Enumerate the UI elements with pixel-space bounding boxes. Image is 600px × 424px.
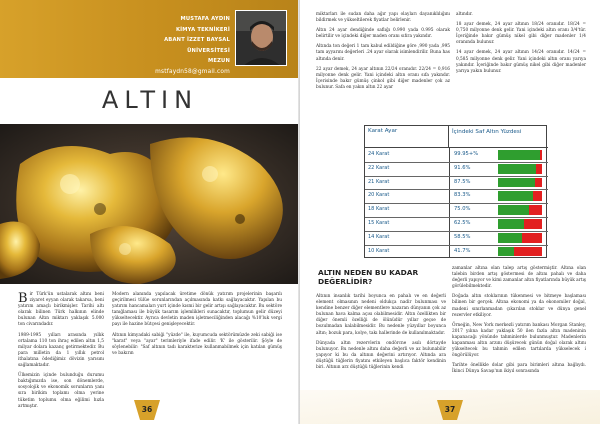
percent-cell [449, 217, 548, 231]
drop-cap: B [18, 291, 28, 306]
paragraph: 18 ayar demek, 24 ayar altının 18/24 oranıdır. 18/24 = 0,750 milyonne denk gelir. Yani içindeki altın oranı 3/4'tür. İçeriğinde bakır gümüş nikel gibi diğer madenler 1/4 oranında bulunur. [456, 22, 586, 46]
paragraph: Doğada altın stoklarının tükenmesi ve bitmeye başlaması bilinen bir gerçek. Altına ekonomi ya da ekonomiler doğal, madeni sınırlanmadan çıkarılan stoklar ve dünya genel rezervler etkiliyor. [452, 294, 586, 318]
paragraph: Altın 24 ayar dendiğinde saflığı 0.990 yada 0.995 olarak belirtilir ve içindeki diğer maden oranı sıfıra yakındır. [316, 28, 450, 40]
purity-bar [498, 150, 542, 160]
purity-bar [498, 164, 538, 174]
impurity-bar [522, 233, 542, 243]
purity-bar [498, 191, 535, 201]
impurity-bar [535, 178, 543, 188]
percent-value: 83.3% [454, 192, 471, 199]
page-number-right: 37 [437, 400, 463, 420]
paragraph: 22 ayar demek, 24 ayar altının 22/24 oranıdır. 22/24 = 0,916 milyonne denk gelir. Yani içindeki altın oranı sıfa yakındır. İçerisinde bakır gümüş çinkol gibi diğer madenler çok az bulunur. Safa en yakın altın 22 ayar [316, 66, 450, 90]
author-info [120, 14, 230, 78]
percent-value: 99.95+% [454, 151, 479, 157]
table-row [365, 231, 548, 245]
percent-cell [449, 148, 548, 162]
table-row [365, 162, 548, 176]
karat-label: 22 Karat [368, 164, 390, 171]
percent-value: 62.5% [454, 220, 471, 226]
percent-cell [449, 162, 548, 176]
purity-bar [498, 205, 531, 215]
karat-label: 10 Karat [368, 247, 390, 254]
article-title: ALTIN [101, 86, 199, 114]
page-number-left: 36 [134, 400, 160, 420]
impurity-bar [533, 191, 542, 201]
percent-cell [449, 231, 548, 245]
paragraph: Dünyada altın rezervlerin ondörcne asılı dörtayde bulunuyor. Bu nedenle altını daha değerli ve az bulunabilir yapıyor ki bu da altının değerini artırıyor. Altında ara düştüğü tüğlerin fiyatını etkileyen başlıca faktör kendinin biri. Altının arz düştüğü tüğlerinin kendi [316, 340, 446, 371]
table-row [365, 245, 548, 259]
percent-value: 41.7% [454, 247, 471, 254]
karat-purity-table [364, 125, 547, 258]
author-status: MEZUN [207, 58, 230, 65]
right-page [300, 0, 600, 424]
karat-label: 14 Karat [368, 233, 390, 240]
paragraph: altındır. [456, 12, 473, 17]
author-email[interactable]: mstfaydn58@gmail.com [155, 68, 230, 75]
percent-cell [449, 189, 548, 203]
karat-label: 21 Karat [368, 178, 390, 185]
author-name: MUSTAFA AYDIN [180, 16, 230, 22]
percent-cell [449, 245, 548, 259]
percent-cell [449, 203, 548, 217]
purity-bar [498, 178, 537, 188]
karat-label: 15 Karat [368, 220, 390, 226]
paragraph: Altının insanlık tarihi boyunca en pahalı ve en değerli element olmasının nedeni oldukça nadir bulunması ve kendine benzer diğer elementlere nazaran dünyanın çok az bulunan hava kalma açısı olabilmesidir. Altın özellikten bir diğer önemli özelliği de ölünüdür yıllar geçse de bozulmadan kalabilmesidir. Bu nedenle yüzyıllar boyunca altın; bozuk para, kolye, takı hallerinde de kullanılmaktadır. [316, 294, 446, 336]
impurity-bar [524, 219, 543, 229]
paragraph: Altında ton değeri 1 tam kabul edildiğine göre ,990 yada ,995 tam ayyarını değerleri .24 ayar olarak isimlendirilir. Buna has altında denir. [316, 44, 450, 62]
karat-label: 18 Karat [368, 206, 390, 213]
paragraph: Örneğin, New York merkezli yatırım bankası Morgan Stanley, 2017 yılına kadar yaklaşık 50 ilen fazla altın madeninin kapanacağı yönünde tahminlerde bulunmuştur. Madenlerin kapanması altın arzını düşürecek günün doğal olarak altını yükseltecek bu tahmin edilen tartılarda yükselecek i öngörülüyor. [452, 322, 586, 359]
author-photo [235, 10, 287, 66]
percent-value: 87.5% [454, 178, 471, 185]
paragraph: 14 ayar demek, 24 ayar altının 14/24 oranıdır. 14/24 = 0,585 milyonne denk gelir. Yani içindeki altın oranı yarıya yakındır. İçeriğinde bakır gümüş nikel gibi diğer madenler yarıya yakın bulunur. [456, 50, 586, 74]
paragraph: zamanlar altına olan talep artış göstermiştir. Altına olan talebin birden artış göstermesi de altını pahalı ve daha değerli yapıyor ve kimi zamanlar altın fiyatlarında büyük artış görülebilmektedir. [452, 266, 586, 290]
paragraph: Altının kimyadaki sabiği "yüzde" ile, kuyumcuda sektörümüzde zeki sabiği ise "karat" veya "ayar" terimleriyle ifade edilir. 'K' ile gösterilir. Şöyle de söylenebilir: "Saf altının tadı karakterize kullanmabilmek için katılan gümüş ve bakırın [112, 332, 282, 356]
right-column-2 [456, 12, 586, 79]
paragraph: Ülkemizin içinde bulunduğu durumu baktığımızda ise, son dönemlerde, sosyolojik ve ekonomik sorunların yanı sıra birikim toplamı olma yerine tüketim toplumu olma eğilimi hızla artmıştır. [18, 373, 104, 409]
purity-bar [498, 219, 526, 229]
percent-value: 91.6% [454, 164, 471, 171]
gold-nuggets-photo [0, 124, 300, 284]
karat-label: 20 Karat [368, 192, 390, 199]
paragraph: Modern alanında yapılacak üretime dönük yatırım projelerinin başarılı geçirilmesi tülüe sorunlarından açılmasında katkı sağlayacaktır. Yapılan bu yatırım hancamaları yurt içinde kısmi bir gelir artışı sağlayacaktır. Bu sektöre tanığlaması ile büyük tasarım işlemlikleri sunacaktır, toplumun gelir düzeyi yükseltecektir. Ayrıca devletin maden işletmeciliğinden alacağı %10'luk vergi payı ile hazine bütçesi genişleyecektir. [112, 292, 282, 328]
purity-bar [498, 233, 524, 243]
section-title: ALTIN NEDEN BU KADAR DEĞERLİDİR? [318, 268, 419, 286]
impurity-bar [529, 205, 542, 215]
paragraph: Tarihte önellikle dolar gibi para birimleri altına bağlıydı. İkinci Dünya Savaşı'nın ikiyıl sonrasında [452, 363, 586, 375]
paragraph: 1989-1995 yılları arasında yıllık ortalama 110 ton ihraç edilen altın 1,5 milyar dolara kazanç getirmektedir. Bu para milletin da 1 yıllık petrol ithalatına ödediğimiz dövizin yarısını sağlamaktadır. [18, 332, 104, 369]
percent-value: 75.0% [454, 206, 471, 213]
author-school: ABANT İZZET BAYSAL ÜNİVERSİTESİ [164, 37, 230, 54]
author-role: KİMYA TEKNİKERİ [175, 26, 230, 33]
table-row [365, 217, 548, 231]
table-row [365, 189, 548, 203]
table-row [365, 203, 548, 217]
left-column-1 [18, 292, 104, 414]
percent-cell [449, 176, 548, 190]
table-row [365, 176, 548, 190]
left-column-2 [112, 292, 282, 361]
table-header-percent: İçindeki Saf Altın Yüzdesi [449, 126, 548, 148]
section-column-1 [316, 294, 446, 375]
table-header-karat: Karat Ayar [365, 126, 449, 148]
paragraph: miktarları ile sudan daha ağır yapı olayları dayanıklılığını bildirmek ve yükseltilerek fiyatlar belirlenir. [316, 12, 450, 24]
section-column-2 [452, 266, 586, 380]
impurity-bar [540, 150, 542, 160]
table-row [365, 148, 548, 162]
right-column-1 [316, 12, 450, 95]
karat-label: 24 Karat [368, 151, 390, 157]
impurity-bar [514, 247, 542, 257]
impurity-bar [536, 164, 542, 174]
percent-value: 58.5% [454, 233, 471, 240]
paragraph: ir Türk'ün ustalarak altını beni ziyaret eyyan olarak takarsa, beni yatırım amaçlı birikmişler. Tarihi altı olarak bilinen Türk halkının elinde bulunan Altın miktarı yaklaşık 5.000 ton civarındadır. [18, 292, 104, 328]
